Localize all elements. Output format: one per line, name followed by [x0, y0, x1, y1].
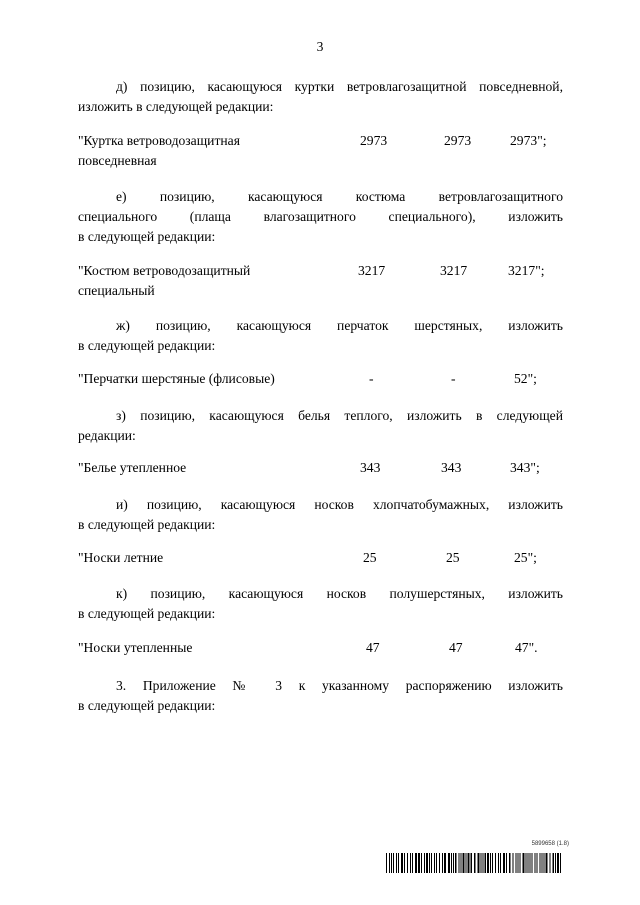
- barcode-bar: [407, 853, 408, 873]
- barcode-bar: [530, 853, 531, 873]
- barcode-bar: [481, 853, 482, 873]
- barcode-bar: [398, 853, 399, 873]
- barcode-bar: [487, 853, 489, 873]
- barcode-bar: [421, 853, 422, 873]
- barcode-bar: [434, 853, 435, 873]
- barcode-bar: [393, 853, 394, 873]
- barcode-bar: [459, 853, 460, 873]
- barcode-bar: [555, 853, 556, 873]
- paragraph-z: [78, 406, 563, 446]
- barcode-bar: [492, 853, 493, 873]
- paragraph-e: [78, 187, 563, 247]
- item-value: 3217";: [508, 263, 545, 278]
- item-value: 2973: [360, 133, 388, 148]
- item-value: 3217: [440, 263, 468, 278]
- barcode-bar: [471, 853, 473, 873]
- paragraph-line: д) позицию, касающуюся куртки ветровлагозащитной повседневной,: [116, 79, 563, 94]
- barcode-bar: [478, 853, 480, 873]
- barcode-bar: [518, 853, 519, 873]
- barcode-bar: [523, 853, 525, 873]
- paragraph-zh: [78, 316, 563, 356]
- paragraph-line: изложить в следующей редакции:: [78, 99, 274, 114]
- paragraph-line: в следующей редакции:: [78, 229, 216, 244]
- paragraph-line: в следующей редакции:: [78, 698, 216, 713]
- barcode-bar: [453, 853, 454, 873]
- item-value: 47: [366, 640, 380, 655]
- barcode-bar: [498, 853, 499, 873]
- paragraph-line: к) позицию, касающуюся носков полушерстяных, изложить: [116, 586, 563, 601]
- barcode-bar: [506, 853, 507, 873]
- barcode-bar: [412, 853, 413, 873]
- barcode-bar: [553, 853, 555, 873]
- item-value: 2973: [444, 133, 472, 148]
- barcode-bar: [442, 853, 443, 873]
- barcode-bar: [448, 853, 450, 873]
- item-value: 25: [363, 550, 377, 565]
- barcode-bar: [410, 853, 411, 873]
- paragraph-line: 3. Приложение № 3 к указанному распоряжению изложить: [116, 678, 563, 693]
- barcode-bar: [516, 853, 517, 873]
- barcode-bar: [557, 853, 559, 873]
- barcode-bar: [537, 853, 538, 873]
- barcode-bar: [436, 853, 437, 873]
- paragraph-line: специального (плаща влагозащитного специального), изложить: [78, 209, 563, 224]
- paragraph-line: з) позицию, касающуюся белья теплого, изложить в следующей: [116, 408, 563, 423]
- paragraph-line: в следующей редакции:: [78, 517, 216, 532]
- item-name: "Носки летние: [78, 550, 164, 565]
- barcode-bar: [429, 853, 430, 873]
- barcode-bar: [550, 853, 551, 873]
- item-value: 47: [449, 640, 463, 655]
- item-name: "Белье утепленное: [78, 460, 187, 475]
- paragraph-line: редакции:: [78, 428, 136, 443]
- barcode-bar: [444, 853, 446, 873]
- barcode-bar: [542, 853, 543, 873]
- barcode-bar: [528, 853, 529, 873]
- paragraph-line: е) позицию, касающуюся костюма ветровлагозащитного: [116, 189, 563, 204]
- barcode-image: [386, 853, 562, 873]
- item-name: "Носки утепленные: [78, 640, 193, 655]
- barcode-caption: 5899658 (1.8): [531, 841, 569, 847]
- barcode-bar: [451, 853, 452, 873]
- item-name-continued: специальный: [78, 283, 155, 298]
- item-value: 343";: [510, 460, 540, 475]
- barcode-bar: [509, 853, 511, 873]
- barcode-bar: [389, 853, 390, 873]
- barcode-bar: [386, 853, 387, 873]
- barcode-bar: [546, 853, 548, 873]
- item-value: 3217: [358, 263, 386, 278]
- paragraph-line: ж) позицию, касающуюся перчаток шерстяных, изложить: [116, 318, 563, 333]
- item-value: -: [369, 371, 374, 386]
- item-value: -: [451, 371, 456, 386]
- paragraph-line: в следующей редакции:: [78, 606, 216, 621]
- barcode-bar: [463, 853, 465, 873]
- item-value: 47".: [515, 640, 538, 655]
- barcode-bar: [490, 853, 491, 873]
- barcode-bar: [513, 853, 514, 873]
- paragraph-i: [78, 495, 563, 535]
- item-value: 343: [360, 460, 381, 475]
- item-name: "Куртка ветроводозащитная: [78, 133, 240, 148]
- barcode-bar: [485, 853, 487, 873]
- barcode-bar: [500, 853, 501, 873]
- item-name: "Перчатки шерстяные (флисовые): [78, 371, 275, 386]
- item-name: "Костюм ветроводозащитный: [78, 263, 251, 278]
- item-name-continued: повседневная: [78, 153, 157, 168]
- barcode-bar: [404, 853, 405, 873]
- barcode-bar: [391, 853, 392, 873]
- barcode-bar: [540, 853, 541, 873]
- barcode-bar: [495, 853, 496, 873]
- paragraph-d: [78, 77, 563, 117]
- item-value: 52";: [514, 371, 537, 386]
- barcode-bar: [526, 853, 527, 873]
- barcode-bar: [401, 853, 403, 873]
- barcode-bar: [431, 853, 432, 873]
- barcode-bar: [544, 853, 545, 873]
- item-value: 2973";: [510, 133, 547, 148]
- barcode-bar: [415, 853, 417, 873]
- barcode-bar: [396, 853, 397, 873]
- barcode-bar: [461, 853, 462, 873]
- barcode-bar: [439, 853, 440, 873]
- barcode-bar: [466, 853, 467, 873]
- barcode-bar: [535, 853, 536, 873]
- barcode-bar: [483, 853, 484, 873]
- barcode-bar: [474, 853, 476, 873]
- barcode-bar: [532, 853, 533, 873]
- item-value: 343: [441, 460, 462, 475]
- barcode-bar: [468, 853, 470, 873]
- barcode-bar: [424, 853, 425, 873]
- item-value: 25: [446, 550, 460, 565]
- barcode-bar: [426, 853, 428, 873]
- page-number: 3: [316, 39, 324, 54]
- barcode-bar: [520, 853, 521, 873]
- barcode-bar: [418, 853, 420, 873]
- paragraph-3: [78, 676, 563, 716]
- barcode-bar: [503, 853, 505, 873]
- barcode-bar: [560, 853, 561, 873]
- paragraph-line: и) позицию, касающуюся носков хлопчатобумажных, изложить: [116, 497, 563, 512]
- paragraph-k: [78, 584, 563, 624]
- item-value: 25";: [514, 550, 537, 565]
- paragraph-line: в следующей редакции:: [78, 338, 216, 353]
- barcode-bar: [455, 853, 457, 873]
